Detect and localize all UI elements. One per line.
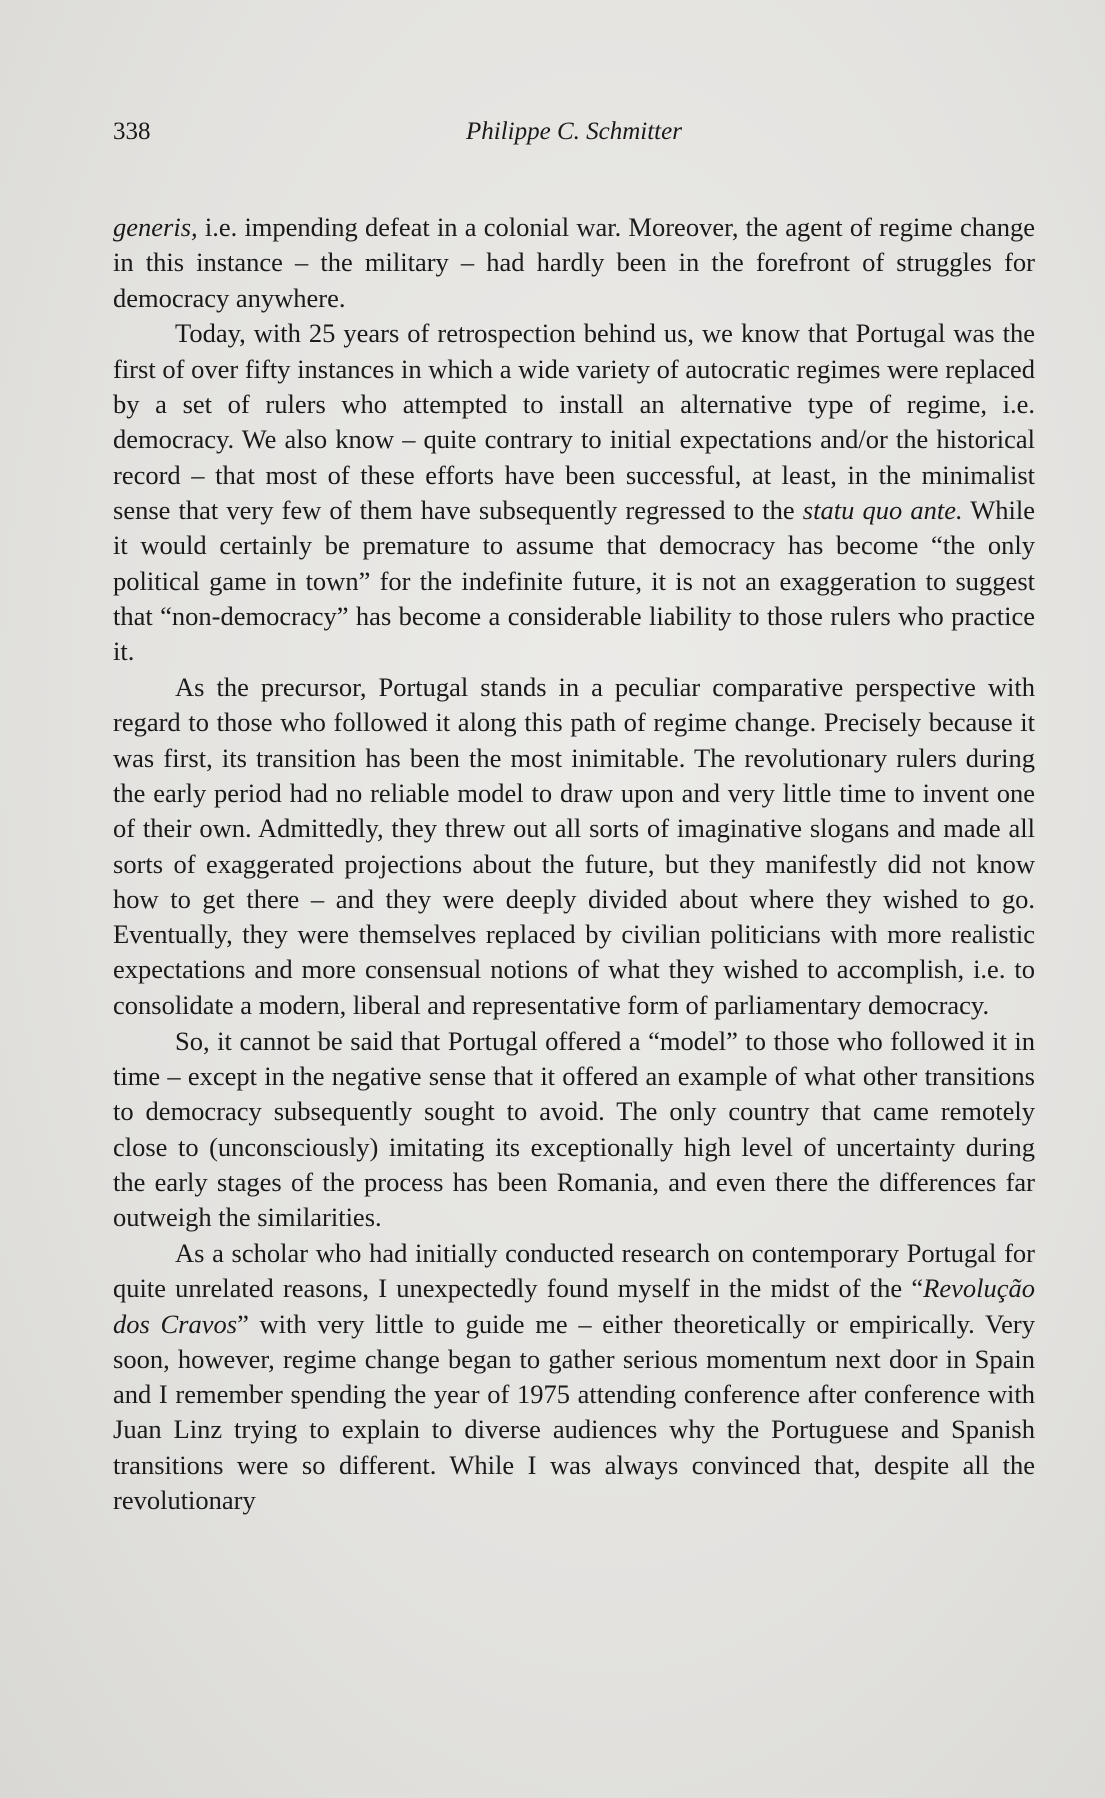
italic-text: statu quo ante. [802,494,963,525]
text-segment: While it would certainly be premature to assume that democracy has become “the only political game in town” for the indefinite future, it is not an exaggeration to suggest that “non-democracy” has become a considerable liability to those rulers who practice it. [113,494,1035,667]
text-segment: i.e. impending defeat in a colonial war. Moreover, the agent of regime change in this instance – the military – had hardly been in the forefront of struggles for democracy anywhere. [113,212,1035,313]
text-segment: Today, with 25 years of retrospection behind us, we know that Portugal was the first of over fifty instances in which a wide variety of autocratic regimes were replaced by a set of rulers who attempted to install an alternative type of regime, i.e. democracy. We also know – quite contrary to initial expectations and/or the historical record – that most of these efforts have been successful, at least, in the minimalist sense that very few of them have subsequently regressed to the [113,318,1035,525]
page-number: 338 [113,118,151,145]
paragraph [113,210,1035,316]
book-page [113,118,1035,1518]
text-segment: So, it cannot be said that Portugal offered a “model” to those who followed it in time – except in the negative sense that it offered an example of what other transitions to democracy subsequently sought to avoid. The only country that came remotely close to (unconsciously) imitating its exceptionally high level of uncertainty during the early stages of the process has been Romania, and even there the differences far outweigh the similarities. [113,1025,1035,1233]
body-text [113,210,1035,1518]
text-segment: As a scholar who had initially conducted research on contemporary Portugal for quite unrelated reasons, I unexpectedly found myself in the midst of the “ [113,1237,1035,1304]
paragraph [113,670,1035,1023]
text-segment: ” with very little to guide me – either theoretically or empirically. Very soon, however, regime change began to gather serious momentum next door in Spain and I remember spending the year of 1975 attending conference after conference with Juan Linz trying to explain to diverse audiences why the Portuguese and Spanish transitions were so different. While I was always convinced that, despite all the revolutionary [113,1308,1035,1516]
running-title: Philippe C. Schmitter [466,118,682,145]
text-segment: As the precursor, Portugal stands in a peculiar comparative perspective with regard to those who followed it along this path of regime change. Precisely because it was first, its transition has been the most inimitable. The revolutionary rulers during the early period had no reliable model to draw upon and very little time to invent one of their own. Admittedly, they threw out all sorts of imaginative slogans and made all sorts of exaggerated projections about the future, but they manifestly did not know how to get there – and they were deeply divided about where they wished to go. Eventually, they were themselves replaced by civilian politicians with more realistic expectations and more consensual notions of what they wished to accomplish, i.e. to consolidate a modern, liberal and representative form of parliamentary democracy. [113,672,1035,1020]
paragraph [113,1236,1035,1518]
italic-text: Revolução dos Cravos [113,1273,1035,1339]
paragraph [113,1024,1035,1236]
italic-text: generis, [113,212,198,242]
paragraph [113,316,1035,669]
running-head [113,118,1035,158]
